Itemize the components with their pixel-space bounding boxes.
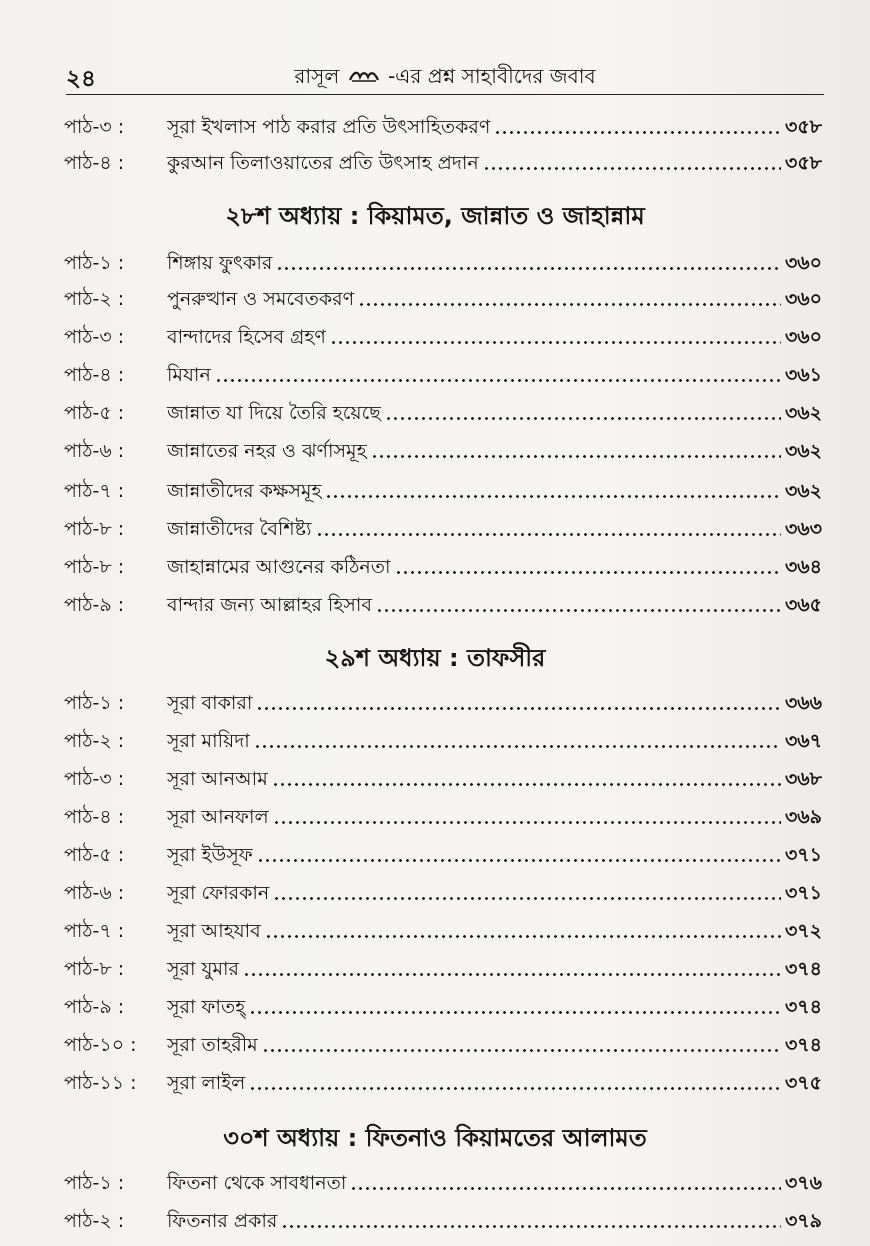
toc-entry[interactable]: [64, 802, 822, 832]
lesson-label: পাঠ-৩ :: [64, 116, 125, 138]
dot-leader: [371, 455, 781, 458]
toc-entry[interactable]: [64, 148, 822, 178]
toc-entry[interactable]: [64, 954, 822, 984]
lesson-label: পাঠ-৩ :: [64, 326, 125, 348]
dot-leader: [215, 379, 781, 382]
running-title: [66, 62, 824, 95]
lesson-title: সূরা ফোরকান: [167, 882, 270, 904]
lesson-page-number: ৩৫৮: [784, 152, 822, 174]
dot-leader: [281, 1225, 781, 1228]
dot-leader: [395, 571, 781, 574]
dot-leader: [350, 1187, 781, 1190]
toc-entry[interactable]: [64, 552, 822, 582]
dot-leader: [243, 973, 781, 976]
dot-leader: [262, 1049, 781, 1052]
toc-entry[interactable]: [64, 1168, 822, 1198]
lesson-page-number: ৩৬১: [784, 364, 822, 386]
lesson-label: পাঠ-১ :: [64, 1172, 125, 1194]
lesson-page-number: ৩৭২: [784, 920, 822, 942]
dot-leader: [273, 897, 781, 900]
lesson-page-number: ৩৫৮: [784, 116, 822, 138]
lesson-page-number: ৩৭৪: [784, 996, 822, 1018]
dot-leader: [330, 341, 781, 344]
lesson-label: পাঠ-১ :: [64, 692, 125, 714]
toc-entry[interactable]: [64, 112, 822, 142]
dot-leader: [385, 417, 781, 420]
dot-leader: [276, 267, 781, 270]
dot-leader: [273, 821, 781, 824]
dot-leader: [272, 783, 781, 786]
lesson-title: বান্দাদের হিসেব গ্রহণ: [167, 326, 326, 348]
lesson-label: পাঠ-৬ :: [64, 440, 125, 462]
dot-leader: [316, 533, 781, 536]
lesson-page-number: ৩৬৫: [784, 594, 822, 616]
toc-entry[interactable]: [64, 476, 822, 506]
dot-leader: [494, 131, 781, 134]
lesson-page-number: ৩৬০: [784, 288, 822, 310]
lesson-label: পাঠ-৮ :: [64, 958, 125, 980]
lesson-label: পাঠ-২ :: [64, 1210, 125, 1232]
toc-entry[interactable]: [64, 284, 822, 314]
lesson-label: পাঠ-৩ :: [64, 768, 125, 790]
lesson-title: জান্নাত যা দিয়ে তৈরি হয়েছে: [167, 402, 381, 424]
lesson-label: পাঠ-৮ :: [64, 556, 125, 578]
lesson-page-number: ৩৬৮: [784, 768, 822, 790]
lesson-page-number: ৩৬২: [784, 480, 822, 502]
dot-leader: [325, 495, 781, 498]
lesson-title: ফিতনা থেকে সাবধানতা: [167, 1172, 347, 1194]
dot-leader: [257, 859, 781, 862]
toc-entry[interactable]: [64, 590, 822, 620]
lesson-title: জান্নাতীদের বৈশিষ্ট্য: [167, 518, 312, 540]
lesson-label: পাঠ-৯ :: [64, 594, 125, 616]
lesson-title: জান্নাতীদের কক্ষসমূহ: [167, 480, 322, 502]
dot-leader: [265, 935, 781, 938]
lesson-page-number: ৩৭৬: [784, 1172, 822, 1194]
toc-entry[interactable]: [64, 878, 822, 908]
lesson-title: শিঙ্গায় ফুৎকার: [167, 252, 273, 274]
lesson-page-number: ৩৬২: [784, 440, 822, 462]
dot-leader: [249, 1087, 781, 1090]
dot-leader: [254, 745, 781, 748]
lesson-title: ফিতনার প্রকার: [167, 1210, 278, 1232]
lesson-title: সূরা আহযাব: [167, 920, 261, 942]
lesson-title: সূরা ইউসূফ: [167, 844, 253, 866]
toc-entry[interactable]: [64, 726, 822, 756]
lesson-label: পাঠ-৪ :: [64, 152, 125, 174]
lesson-title: সূরা ইখলাস পাঠ করার প্রতি উৎসাহিতকরণ: [167, 116, 491, 138]
toc-entry[interactable]: [64, 840, 822, 870]
lesson-label: পাঠ-৪ :: [64, 364, 125, 386]
toc-entry[interactable]: [64, 248, 822, 278]
running-title-part-1: রাসূল: [294, 64, 340, 88]
chapter-heading: ২৯শ অধ্যায় : তাফসীর: [324, 644, 546, 672]
toc-entry[interactable]: [64, 398, 822, 428]
lesson-page-number: ৩৭১: [784, 844, 822, 866]
lesson-label: পাঠ-৫ :: [64, 402, 125, 424]
lesson-page-number: ৩৬২: [784, 402, 822, 424]
lesson-label: পাঠ-৮ :: [64, 518, 125, 540]
toc-entry[interactable]: [64, 992, 822, 1022]
toc-entry[interactable]: [64, 916, 822, 946]
lesson-page-number: ৩৬০: [784, 326, 822, 348]
toc-entry[interactable]: [64, 688, 822, 718]
lesson-page-number: ৩৬৬: [784, 692, 822, 714]
lesson-page-number: ৩৭৪: [784, 1034, 822, 1056]
lesson-title: মিযান: [167, 364, 211, 386]
lesson-title: সূরা যুমার: [167, 958, 240, 980]
lesson-label: পাঠ-৭ :: [64, 920, 125, 942]
lesson-title: পুনরুত্থান ও সমবেতকরণ: [167, 288, 355, 310]
dot-leader: [376, 609, 781, 612]
lesson-label: পাঠ-৫ :: [64, 844, 125, 866]
lesson-title: সূরা ফাতহ্: [167, 996, 246, 1018]
lesson-label: পাঠ-২ :: [64, 288, 125, 310]
lesson-label: পাঠ-১১ :: [64, 1072, 137, 1094]
lesson-label: পাঠ-৬ :: [64, 882, 125, 904]
page-number: ২৪: [66, 66, 96, 92]
toc-entry[interactable]: [64, 1068, 822, 1098]
dot-leader: [249, 1011, 781, 1014]
lesson-page-number: ৩৬৪: [784, 556, 822, 578]
toc-entry[interactable]: [64, 1030, 822, 1060]
chapter-heading: ৩০শ অধ্যায় : ফিতনাও কিয়ামতের আলামত: [223, 1124, 647, 1152]
lesson-title: সূরা আনআম: [167, 768, 268, 790]
lesson-page-number: ৩৭৫: [784, 1072, 822, 1094]
lesson-title: সূরা লাইল: [167, 1072, 246, 1094]
salutation-seal-icon: [348, 69, 380, 83]
lesson-label: পাঠ-২ :: [64, 730, 125, 752]
lesson-title: বান্দার জন্য আল্লাহর হিসাব: [167, 594, 372, 616]
toc-entry[interactable]: [64, 360, 822, 390]
lesson-title: সূরা তাহরীম: [167, 1034, 258, 1056]
toc-entry[interactable]: [64, 1206, 822, 1236]
lesson-label: পাঠ-৭ :: [64, 480, 125, 502]
lesson-label: পাঠ-৪ :: [64, 806, 125, 828]
lesson-page-number: ৩৬০: [784, 252, 822, 274]
chapter-heading: ২৮শ অধ্যায় : কিয়ামত, জান্নাত ও জাহান্নাম: [225, 202, 645, 230]
toc-entry[interactable]: [64, 436, 822, 466]
lesson-page-number: ৩৬৩: [784, 518, 822, 540]
lesson-title: সূরা বাকারা: [167, 692, 253, 714]
dot-leader: [256, 707, 781, 710]
lesson-title: সূরা আনফাল: [167, 806, 269, 828]
lesson-title: কুরআন তিলাওয়াতের প্রতি উৎসাহ প্রদান: [167, 152, 479, 174]
lesson-title: জাহান্নামের আগুনের কঠিনতা: [167, 556, 391, 578]
lesson-title: সূরা মায়িদা: [167, 730, 250, 752]
toc-entry[interactable]: [64, 514, 822, 544]
lesson-label: পাঠ-১ :: [64, 252, 125, 274]
lesson-title: জান্নাতের নহর ও ঝর্ণাসমূহ: [167, 440, 367, 462]
dot-leader: [483, 167, 781, 170]
dot-leader: [358, 303, 781, 306]
lesson-label: পাঠ-১০ :: [64, 1034, 137, 1056]
lesson-label: পাঠ-৯ :: [64, 996, 125, 1018]
running-header: [66, 58, 824, 95]
lesson-page-number: ৩৭১: [784, 882, 822, 904]
running-title-part-2: -এর প্রশ্ন সাহাবীদের জবাব: [387, 64, 596, 88]
lesson-page-number: ৩৬৭: [784, 730, 822, 752]
lesson-page-number: ৩৭৪: [784, 958, 822, 980]
toc-entry[interactable]: [64, 764, 822, 794]
lesson-page-number: ৩৬৯: [784, 806, 822, 828]
toc-entry[interactable]: [64, 322, 822, 352]
lesson-page-number: ৩৭৯: [784, 1210, 822, 1232]
